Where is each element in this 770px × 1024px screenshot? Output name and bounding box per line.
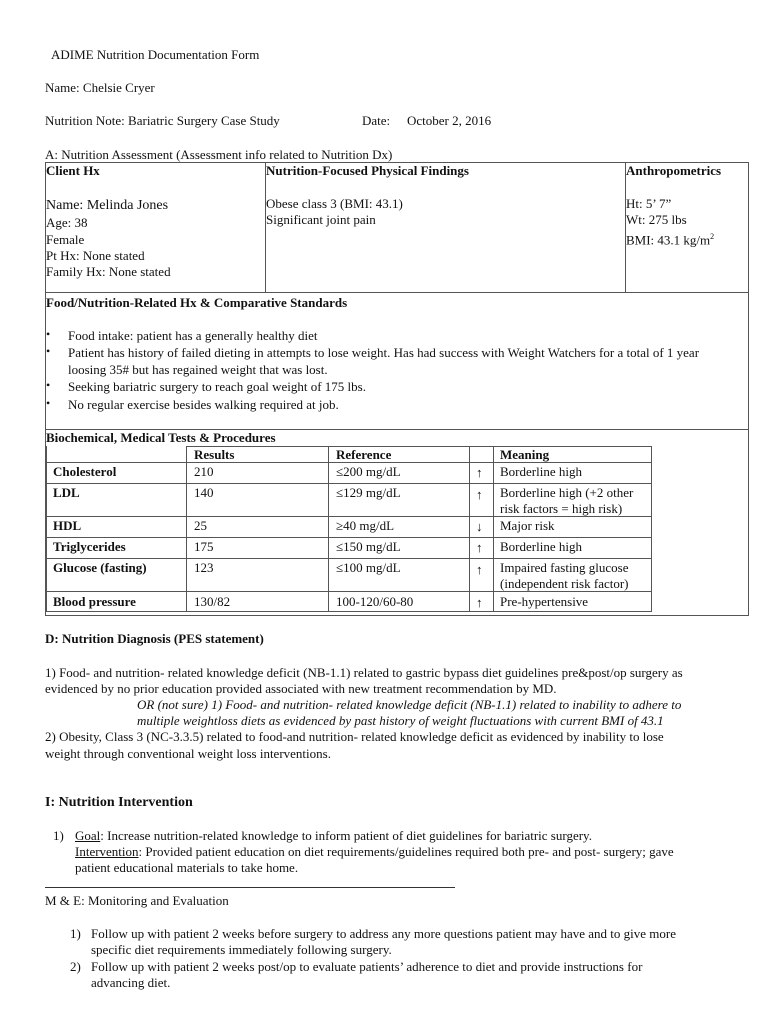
food-hx-header: Food/Nutrition-Related Hx & Comparative Standards	[46, 295, 348, 310]
lab-reference: ≤150 mg/dL	[336, 539, 401, 554]
form-title: ADIME Nutrition Documentation Form	[51, 47, 260, 62]
client-family-hx: Family Hx: None stated	[46, 264, 171, 279]
weight-value: Wt: 275 lbs	[626, 212, 687, 227]
lab-meaning: Major risk	[500, 518, 555, 533]
bmi-value: BMI: 43.1 $kg/m^2$	[626, 232, 715, 248]
lab-meaning: Borderline high	[500, 539, 582, 554]
food-hx-item-cont: loosing 35# but has regained weight that was lost.	[68, 362, 328, 377]
divider	[45, 887, 455, 888]
lab-result: 175	[194, 539, 214, 554]
lab-meaning: Impaired fasting glucose	[500, 560, 629, 575]
assessment-heading: A: Nutrition Assessment (Assessment info related to Nutrition Dx)	[45, 147, 393, 162]
lab-result: 25	[194, 518, 207, 533]
lab-reference: ≤129 mg/dL	[336, 485, 401, 500]
client-sex: Female	[46, 232, 85, 247]
monitoring-item: Follow up with patient 2 weeks post/op to evaluate patients’ adherence to diet and provide instructions for	[91, 959, 643, 974]
monitoring-number: 1)	[70, 926, 81, 941]
arrow-up-icon: ↑	[476, 562, 483, 577]
diagnosis-alt: OR (not sure) 1) Food- and nutrition- related knowledge deficit (NB-1.1) related to inability to adhere to	[137, 697, 682, 712]
lab-meaning: Borderline high (+2 other	[500, 485, 634, 500]
height-value: Ht: 5’ 7”	[626, 196, 672, 211]
col-results: Results	[194, 447, 235, 462]
bullet-icon: •	[46, 378, 51, 392]
lab-result: 140	[194, 485, 214, 500]
lab-test-name: HDL	[53, 518, 82, 533]
lab-reference: ≤100 mg/dL	[336, 560, 401, 575]
name-line: Name: Chelsie Cryer	[45, 80, 155, 95]
anthropometrics-header: Anthropometrics	[626, 163, 722, 178]
lab-result: 123	[194, 560, 214, 575]
arrow-up-icon: ↑	[476, 487, 483, 502]
food-hx-item: Seeking bariatric surgery to reach goal weight of 175 lbs.	[68, 379, 366, 394]
note-line: Nutrition Note: Bariatric Surgery Case Study	[45, 113, 280, 128]
lab-reference: 100-120/60-80	[336, 594, 414, 609]
intervention-detail-cont: patient educational materials to take home.	[75, 860, 299, 875]
lab-test-name: Triglycerides	[53, 539, 126, 554]
monitoring-item-cont: advancing diet.	[91, 975, 171, 990]
col-meaning: Meaning	[500, 447, 550, 462]
lab-test-name: Cholesterol	[53, 464, 117, 479]
lab-result: 130/82	[194, 594, 231, 609]
lab-test-name: Blood pressure	[53, 594, 136, 609]
physical-finding-2: Significant joint pain	[266, 212, 376, 227]
diagnosis-p1-cont: evidenced by no prior education provided associated with new treatment recommendation by MD.	[45, 681, 557, 696]
physical-findings-header: Nutrition-Focused Physical Findings	[266, 163, 469, 178]
intervention-detail: Intervention: Provided patient education on diet requirements/guidelines required both pre- and post- surgery; gave	[75, 844, 674, 859]
arrow-up-icon: ↑	[476, 595, 483, 610]
diagnosis-p2-cont: weight through conventional weight loss interventions.	[45, 746, 331, 761]
arrow-up-icon: ↑	[476, 540, 483, 555]
diagnosis-p1: 1) Food- and nutrition- related knowledge deficit (NB-1.1) related to gastric bypass diet guidelines pre&post/op surgery as	[45, 665, 683, 680]
date-label: Date:	[362, 113, 391, 128]
biochem-header: Biochemical, Medical Tests & Procedures	[46, 430, 276, 445]
monitoring-heading: M & E: Monitoring and Evaluation	[45, 893, 229, 908]
client-name: Name: Melinda Jones	[46, 198, 169, 213]
lab-test-name: Glucose (fasting)	[53, 560, 147, 575]
monitoring-item: Follow up with patient 2 weeks before surgery to address any more questions patient may have and to give more	[91, 926, 676, 941]
monitoring-item-cont: specific diet requirements immediately following surgery.	[91, 942, 392, 957]
bullet-icon: •	[46, 344, 51, 358]
col-reference: Reference	[336, 447, 392, 462]
lab-meaning: Pre-hypertensive	[500, 594, 589, 609]
food-hx-item: Patient has history of failed dieting in attempts to lose weight. Has had success with Weight Watchers for a total of 1 year	[68, 345, 700, 360]
lab-reference: ≤200 mg/dL	[336, 464, 401, 479]
lab-result: 210	[194, 464, 214, 479]
intervention-goal: Goal: Increase nutrition-related knowledge to inform patient of diet guidelines for bariatric surgery.	[75, 828, 592, 843]
date-value: October 2, 2016	[407, 113, 492, 128]
bullet-icon: •	[46, 396, 51, 410]
intervention-number: 1)	[53, 828, 64, 843]
bullet-icon: •	[46, 327, 51, 341]
lab-meaning-cont: (independent risk factor)	[500, 576, 629, 591]
food-hx-item: Food intake: patient has a generally healthy diet	[68, 328, 318, 343]
lab-reference: ≥40 mg/dL	[336, 518, 395, 533]
lab-test-name: LDL	[53, 485, 80, 500]
food-hx-item: No regular exercise besides walking required at job.	[68, 397, 339, 412]
lab-meaning: Borderline high	[500, 464, 582, 479]
arrow-down-icon: ↓	[476, 519, 483, 534]
diagnosis-heading: D: Nutrition Diagnosis (PES statement)	[45, 631, 264, 646]
diagnosis-alt-cont: multiple weightloss diets as evidenced by past history of weight fluctuations with current BMI of 43.1	[137, 713, 664, 728]
monitoring-number: 2)	[70, 959, 81, 974]
arrow-up-icon: ↑	[476, 465, 483, 480]
diagnosis-p2: 2) Obesity, Class 3 (NC-3.3.5) related to food-and nutrition- related knowledge deficit as evidenced by inability to lose	[45, 729, 664, 744]
client-pt-hx: Pt Hx: None stated	[46, 248, 145, 263]
client-age: Age: 38	[46, 215, 88, 230]
intervention-heading: I: Nutrition Intervention	[45, 795, 193, 810]
lab-meaning-cont: risk factors = high risk)	[500, 501, 623, 516]
client-hx-header: Client Hx	[46, 163, 100, 178]
physical-finding-1: Obese class 3 (BMI: 43.1)	[266, 196, 403, 211]
